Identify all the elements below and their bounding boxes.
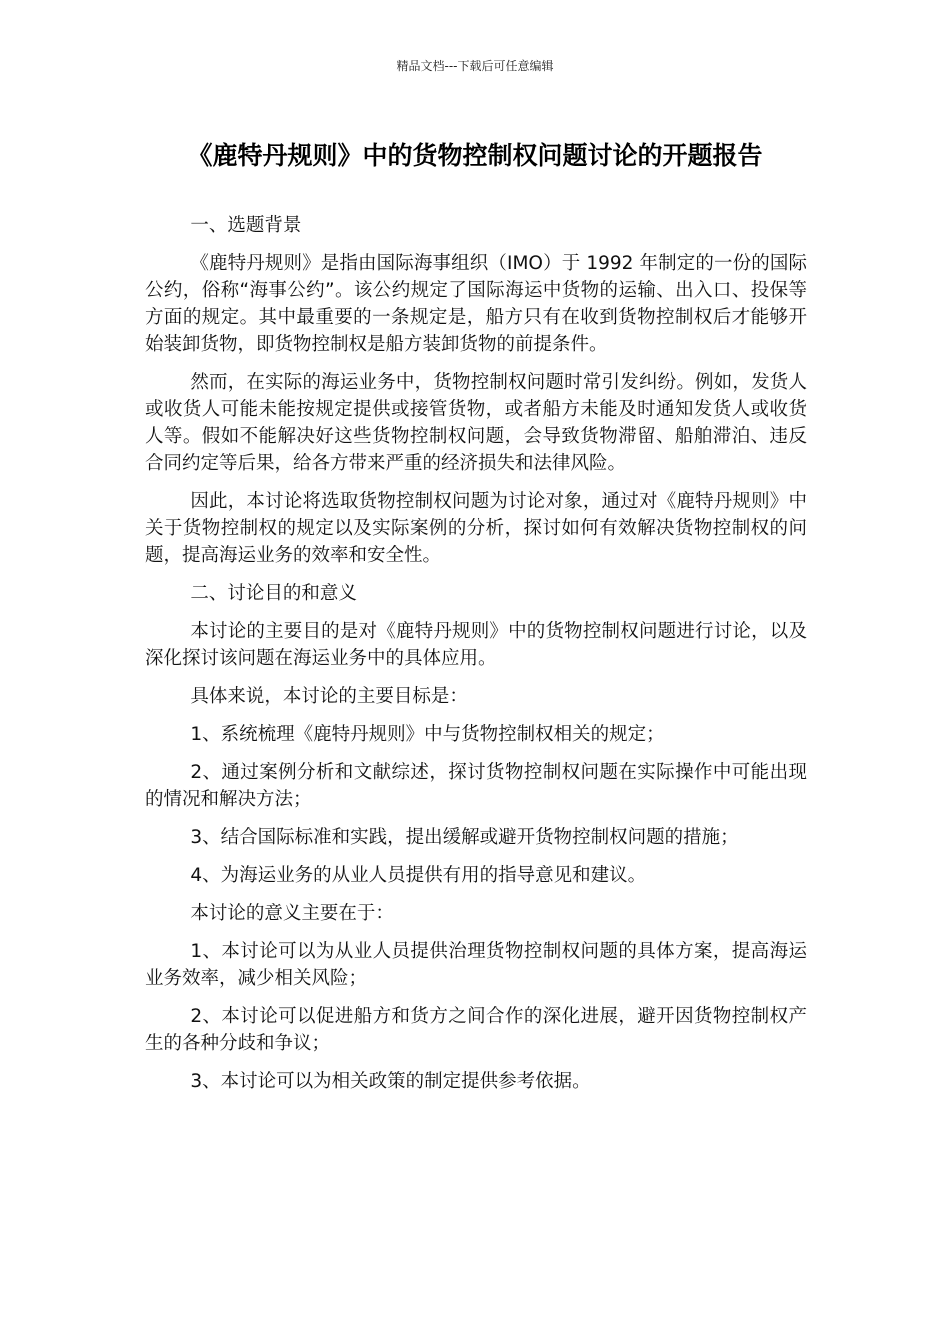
list-item-significance-3: 3、本讨论可以为相关政策的制定提供参考依据。 [190, 1071, 591, 1092]
paragraph-background-intro: 《鹿特丹规则》是指由国际海事组织（IMO）于 1992 年制定的一份的国际公约，俗称“海事公约”。该公约规定了国际海运中货物的运输、出入口、投保等方面的规定。其中最重要的一条规定是，船方只有在收到货物控制权后才能够开始装卸货物，即货物控制权是船方装卸货物的前提条件。 [145, 253, 807, 355]
list-item-goal-3: 3、结合国际标准和实践，提出缓解或避开货物控制权问题的措施； [190, 827, 739, 848]
document-title: 《鹿特丹规则》中的货物控制权问题讨论的开题报告 [187, 141, 763, 170]
paragraph-main-objective: 本讨论的主要目的是对《鹿特丹规则》中的货物控制权问题进行讨论，以及深化探讨该问题在海运业务中的具体应用。 [145, 621, 807, 669]
section-heading-background: 一、选题背景 [190, 215, 302, 236]
paragraph-goals-intro: 具体来说，本讨论的主要目标是： [190, 686, 468, 707]
document-body [145, 212, 807, 1106]
paragraph-background-disputes: 然而，在实际的海运业务中，货物控制权问题时常引发纠纷。例如，发货人或收货人可能未能按规定提供或接管货物，或者船方未能及时通知发货人或收货人等。假如不能解决好这些货物控制权问题，会导致货物滞留、船舶滞泊、违反合同约定等后果，给各方带来严重的经济损失和法律风险。 [145, 372, 807, 474]
list-item-goal-4: 4、为海运业务的从业人员提供有用的指导意见和建议。 [190, 865, 647, 886]
list-item-significance-1: 1、本讨论可以为从业人员提供治理货物控制权问题的具体方案，提高海运业务效率，减少相关风险； [145, 941, 807, 989]
paragraph-background-purpose: 因此，本讨论将选取货物控制权问题为讨论对象，通过对《鹿特丹规则》中关于货物控制权的规定以及实际案例的分析，探讨如何有效解决货物控制权的问题，提高海运业务的效率和安全性。 [145, 491, 807, 566]
paragraph-significance-intro: 本讨论的意义主要在于： [190, 903, 394, 924]
list-item-goal-2: 2、通过案例分析和文献综述，探讨货物控制权问题在实际操作中可能出现的情况和解决方法； [145, 762, 807, 810]
page-header: 精品文档---下载后可任意编辑 [396, 59, 554, 73]
section-heading-objectives: 二、讨论目的和意义 [190, 583, 357, 604]
list-item-significance-2: 2、本讨论可以促进船方和货方之间合作的深化进展，避开因货物控制权产生的各种分歧和争议； [145, 1006, 807, 1054]
list-item-goal-1: 1、系统梳理《鹿特丹规则》中与货物控制权相关的规定； [190, 724, 665, 745]
